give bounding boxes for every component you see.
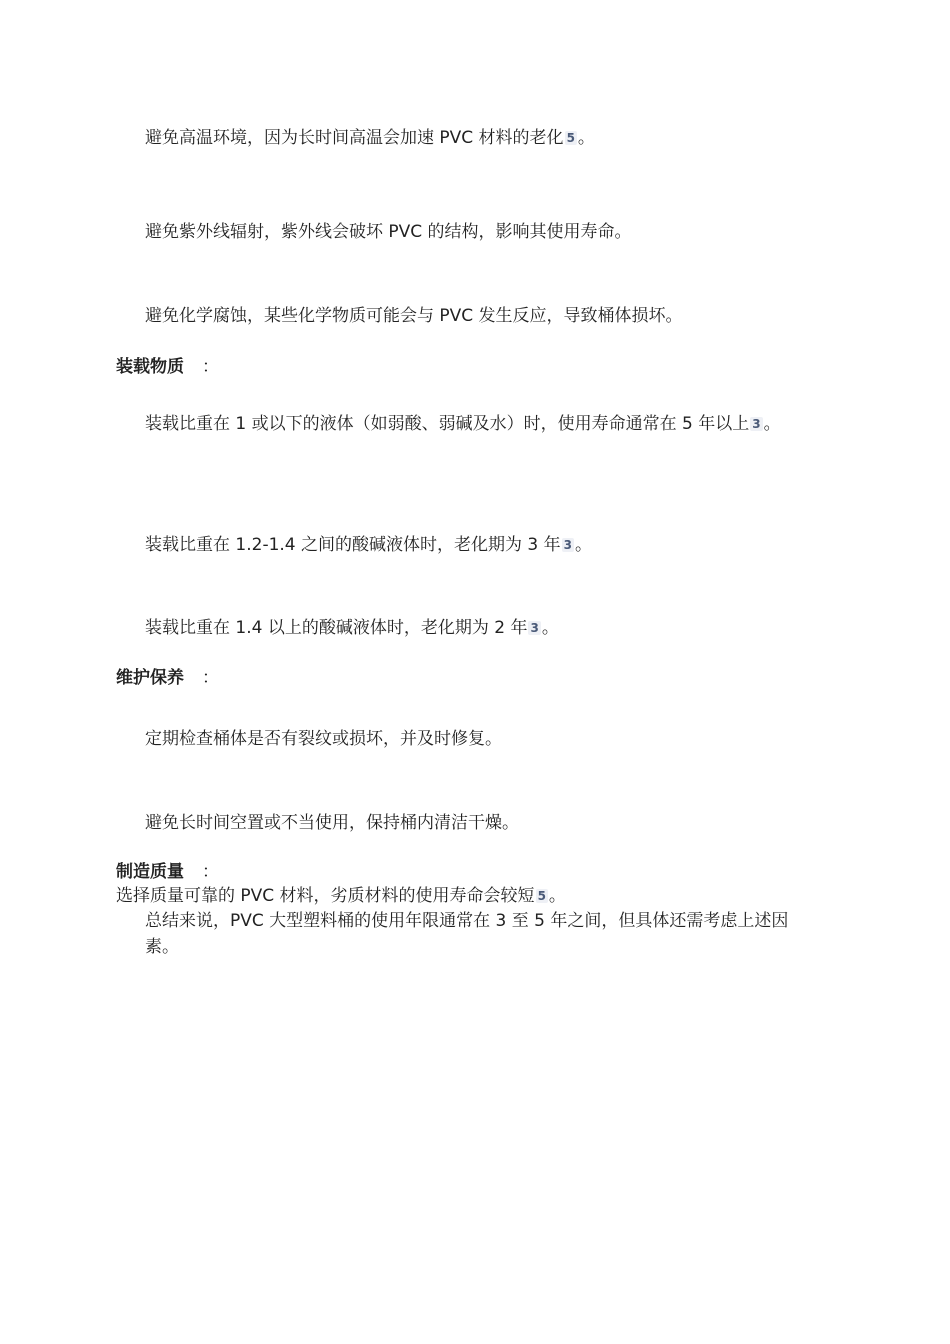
paragraph-chemical-corrosion: 避免化学腐蚀，某些化学物质可能会与 PVC 发生反应，导致桶体损坏。 [145, 306, 683, 326]
paragraph-regular-inspection: 定期检查桶体是否有裂纹或损坏，并及时修复。 [145, 729, 502, 749]
paragraph-uv-radiation: 避免紫外线辐射，紫外线会破坏 PVC 的结构，影响其使用寿命。 [145, 222, 632, 242]
paragraph-material-quality: 选择质量可靠的 PVC 材料，劣质材料的使用寿命会较短 5 。 [116, 886, 566, 906]
citation-ref[interactable]: 5 [566, 131, 575, 145]
paragraph-high-temperature: 避免高温环境，因为长时间高温会加速 PVC 材料的老化 5 。 [145, 128, 595, 148]
citation-ref[interactable]: 3 [530, 621, 539, 635]
paragraph-keep-clean: 避免长时间空置或不当使用，保持桶内清洁干燥。 [145, 813, 519, 833]
paragraph-load-density-1-2: 装载比重在 1.2-1.4 之间的酸碱液体时，老化期为 3 年 3 。 [145, 535, 592, 555]
paragraph-load-density-1: 装载比重在 1 或以下的液体（如弱酸、弱碱及水）时，使用寿命通常在 5 年以上 3 。 [145, 414, 781, 434]
paragraph-summary: 总结来说，PVC 大型塑料桶的使用年限通常在 3 至 5 年之间，但具体还需考虑上述因素。 [145, 911, 789, 957]
section-heading-maintenance: 维护保养 ： [116, 668, 219, 688]
section-heading-manufacturing-quality: 制造质量 ： [116, 862, 219, 882]
section-heading-load-substance: 装载物质 ： [116, 357, 219, 377]
citation-ref[interactable]: 3 [752, 417, 761, 431]
citation-ref[interactable]: 3 [563, 538, 572, 552]
paragraph-load-density-1-4: 装载比重在 1.4 以上的酸碱液体时，老化期为 2 年 3 。 [145, 618, 559, 638]
citation-ref[interactable]: 5 [537, 889, 546, 903]
